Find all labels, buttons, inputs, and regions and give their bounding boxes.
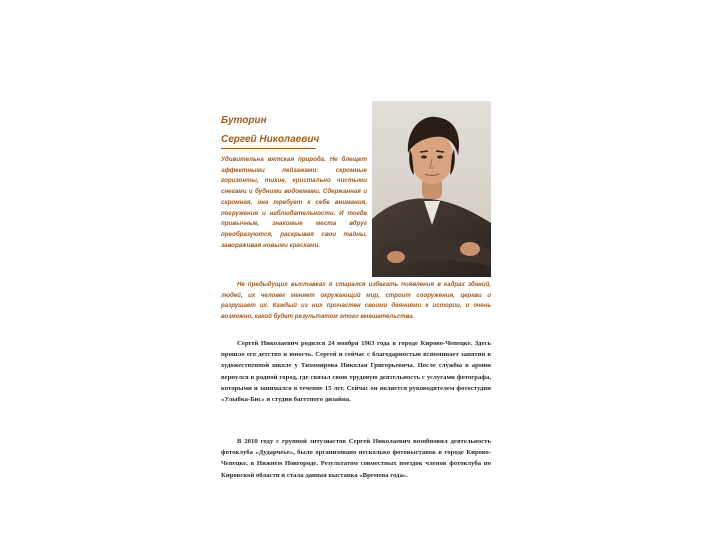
epigraph-text: Удивительна вятская природа. Не блещет эффектными пейзажами: скромные горизонты, тихие, кристально чистыми снегами и будними водоемами. Сдержанная и скромная, она требует к себе внимания, погружения и наблюдательности. И тогда привычные, знакомые места вдруг преобразуются, раскрывая свои тайны, завораживая новыми красками.: [221, 156, 367, 249]
given-names-underline: [221, 148, 316, 149]
biography-paragraph: Сергей Николаевич родился 24 ноября 1963 года в городе Кирово-Чепецке. Здесь прошло его детство и юность. Сергей и сейчас с благодарностью вспоминает занятия в художественной школе у Тихомирова Николая Григорьевича. После службы в армии вернулся в родной город, где связал свою трудовую деятельность с услугами фотографа, которыми и занимался в течение 15 лет. Сейчас он является руководителем фотостудии «Улыбка-Бис» и студии багетного дизайна.: [221, 340, 491, 404]
surname-heading: Буторин: [221, 115, 267, 126]
photoclub-paragraph: В 2010 году с группой энтузиастов Сергей Николаевич возобновил деятельность фотоклуба «Дударчеье», было организовано несколько фотовыставок в городе Кирово-Чепецке, в Нижнем Новгороде. Результатом совместных поездок членов фотоклуба по Кировской области и стала данная выставка «Времена года».: [221, 438, 491, 479]
portrait-photo-icon: [372, 101, 491, 277]
portrait-photo: [372, 101, 491, 277]
note-paragraph: Не предыдущих выставках я старался избегать появления в кадрах зданий, людей, их человек меняет окружающий мир, строит сооружения, церкви и разрушает их. Каждый из них причастен своими деяниями к истории, и очень возможно, какой будет результатом этого вмешательства.: [221, 281, 491, 321]
given-names-heading: Сергей Николаевич: [221, 134, 320, 145]
